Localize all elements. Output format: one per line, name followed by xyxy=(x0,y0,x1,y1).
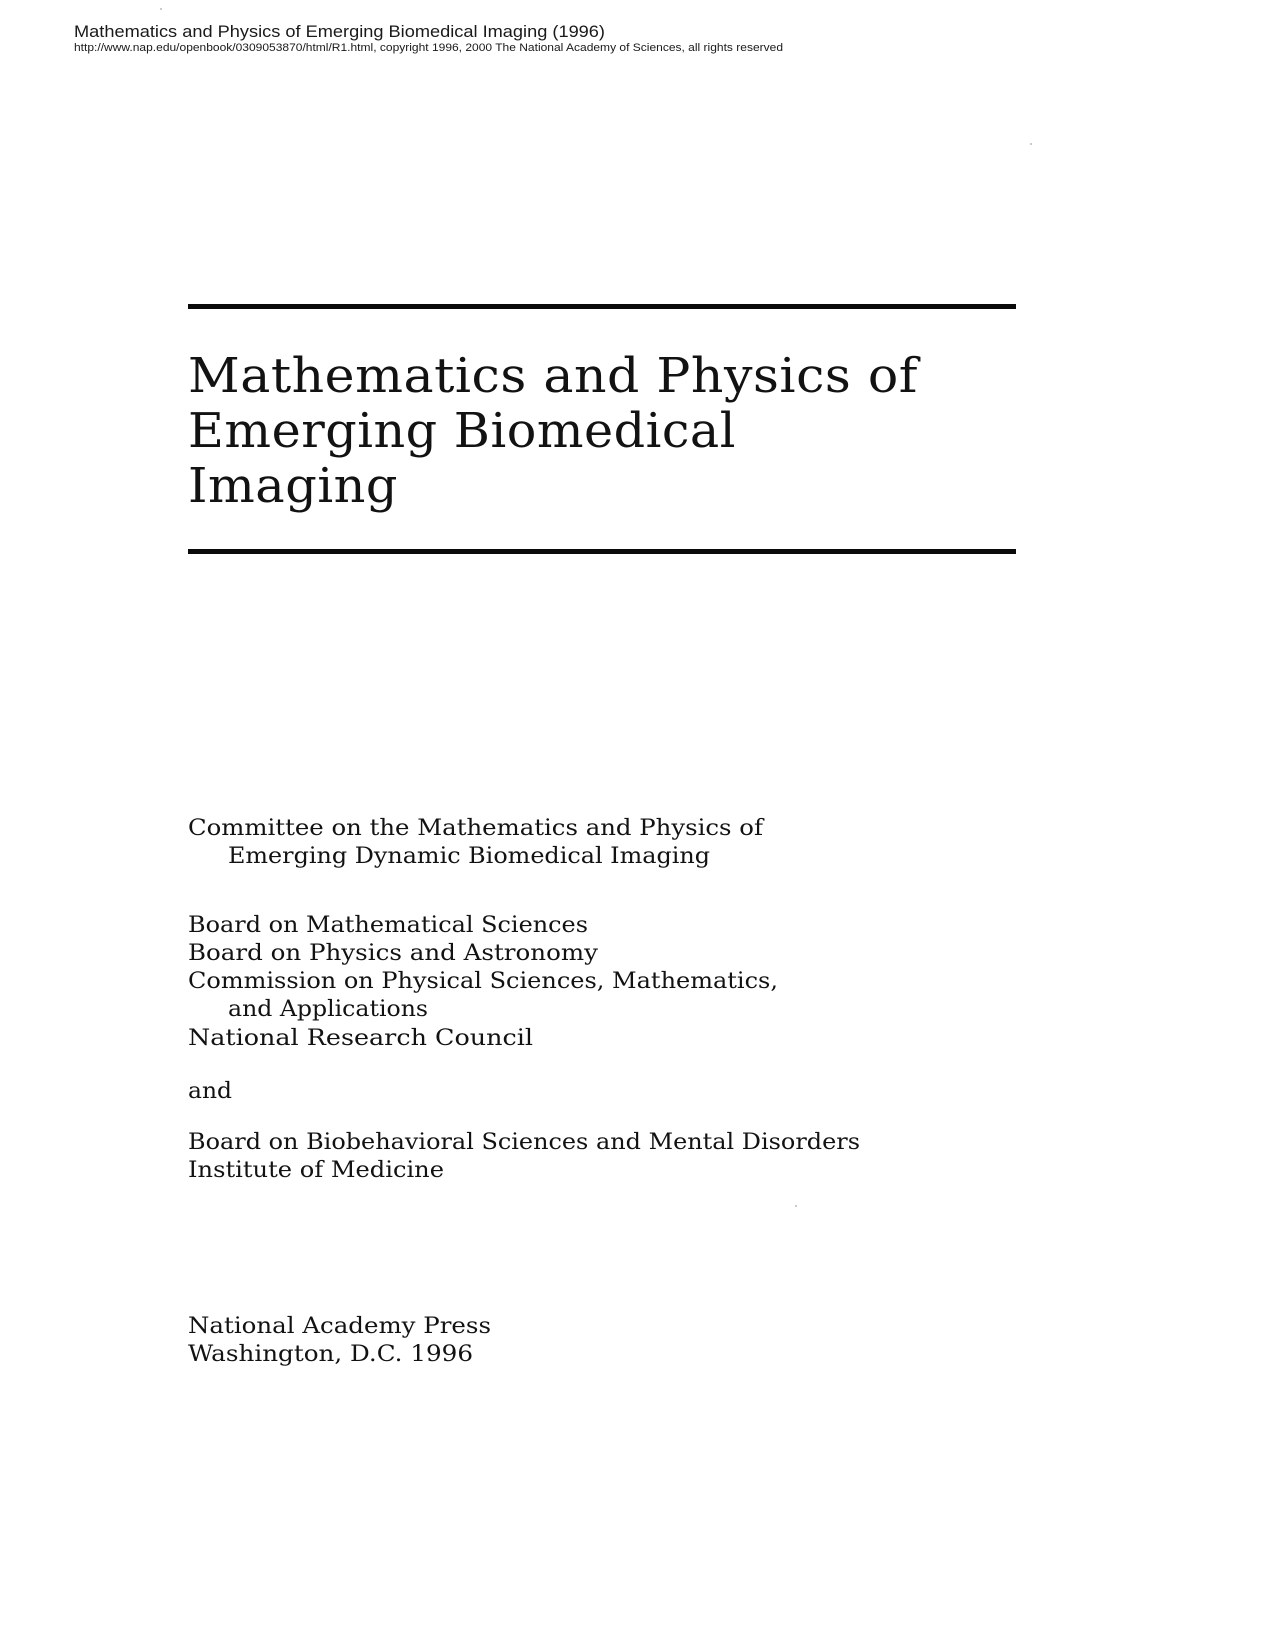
bottom-rule xyxy=(188,549,1016,554)
conjunction-and: and xyxy=(188,1079,232,1104)
scan-speck xyxy=(795,1205,797,1207)
iom-line-2: Institute of Medicine xyxy=(188,1158,444,1183)
board-line-5: National Research Council xyxy=(188,1026,533,1051)
board-line-3: Commission on Physical Sciences, Mathematics, xyxy=(188,969,778,994)
board-line-2: Board on Physics and Astronomy xyxy=(188,941,598,966)
iom-line-1: Board on Biobehavioral Sciences and Mental Disorders xyxy=(188,1130,860,1155)
book-title-line-1: Mathematics and Physics of xyxy=(188,348,918,404)
committee-line-1: Committee on the Mathematics and Physics of xyxy=(188,816,763,841)
scan-speck xyxy=(1030,143,1032,145)
page-header-url: http://www.nap.edu/openbook/0309053870/html/R1.html, copyright 1996, 2000 The National Academy of Sciences, all rights reserved xyxy=(74,42,783,54)
top-rule xyxy=(188,304,1016,309)
page-header-title: Mathematics and Physics of Emerging Biomedical Imaging (1996) xyxy=(74,23,605,41)
board-line-1: Board on Mathematical Sciences xyxy=(188,913,588,938)
book-title-line-2: Emerging Biomedical xyxy=(188,403,736,459)
committee-line-2: Emerging Dynamic Biomedical Imaging xyxy=(228,844,710,869)
scan-speck xyxy=(160,8,162,10)
book-title-line-3: Imaging xyxy=(188,458,398,514)
publisher-place-year: Washington, D.C. 1996 xyxy=(188,1342,473,1367)
publisher-name: National Academy Press xyxy=(188,1314,491,1339)
board-line-4: and Applications xyxy=(228,997,428,1022)
